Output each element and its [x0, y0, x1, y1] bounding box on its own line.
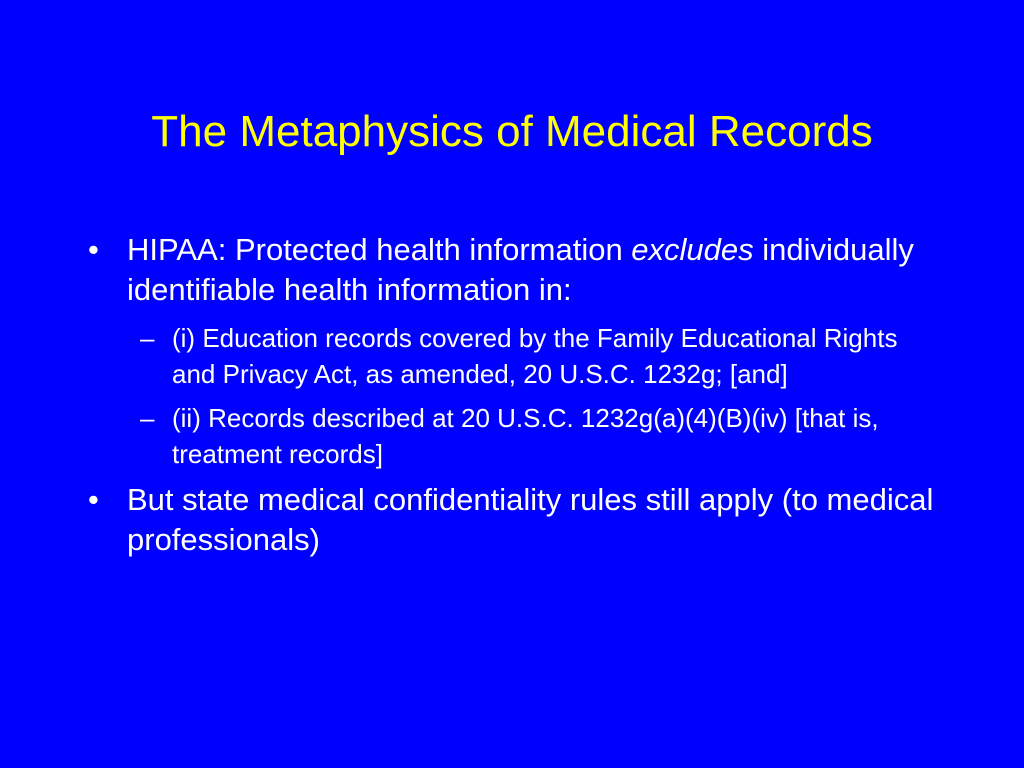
bullet-hipaa — [88, 230, 948, 310]
bullet-state-rules — [88, 480, 948, 560]
sub-bullet-treatment-records — [88, 400, 948, 472]
bullet-marker: • — [88, 232, 99, 267]
sub-bullet-education-records — [88, 320, 948, 392]
sub-bullet-marker: – — [140, 323, 155, 353]
slide-body — [88, 230, 948, 570]
sub-bullet-marker: – — [140, 403, 155, 433]
slide-title: The Metaphysics of Medical Records — [151, 107, 873, 156]
bullet-hipaa-emphasis: excludes — [631, 232, 754, 267]
sub-bullet-education-records-text: (i) Education records covered by the Family Educational Rights and Privacy Act, as amended, 20 U.S.C. 1232g; [and] — [172, 323, 898, 389]
sub-bullet-treatment-records-text: (ii) Records described at 20 U.S.C. 1232g(a)(4)(B)(iv) [that is, treatment records] — [172, 403, 879, 469]
bullet-hipaa-text-after: individually identifiable health information in: — [127, 232, 914, 307]
bullet-state-rules-text: But state medical confidentiality rules still apply (to medical professionals) — [127, 482, 934, 557]
bullet-hipaa-text-before: HIPAA: Protected health information — [127, 232, 632, 267]
bullet-marker: • — [88, 482, 99, 517]
sub-bullet-list — [88, 320, 948, 472]
